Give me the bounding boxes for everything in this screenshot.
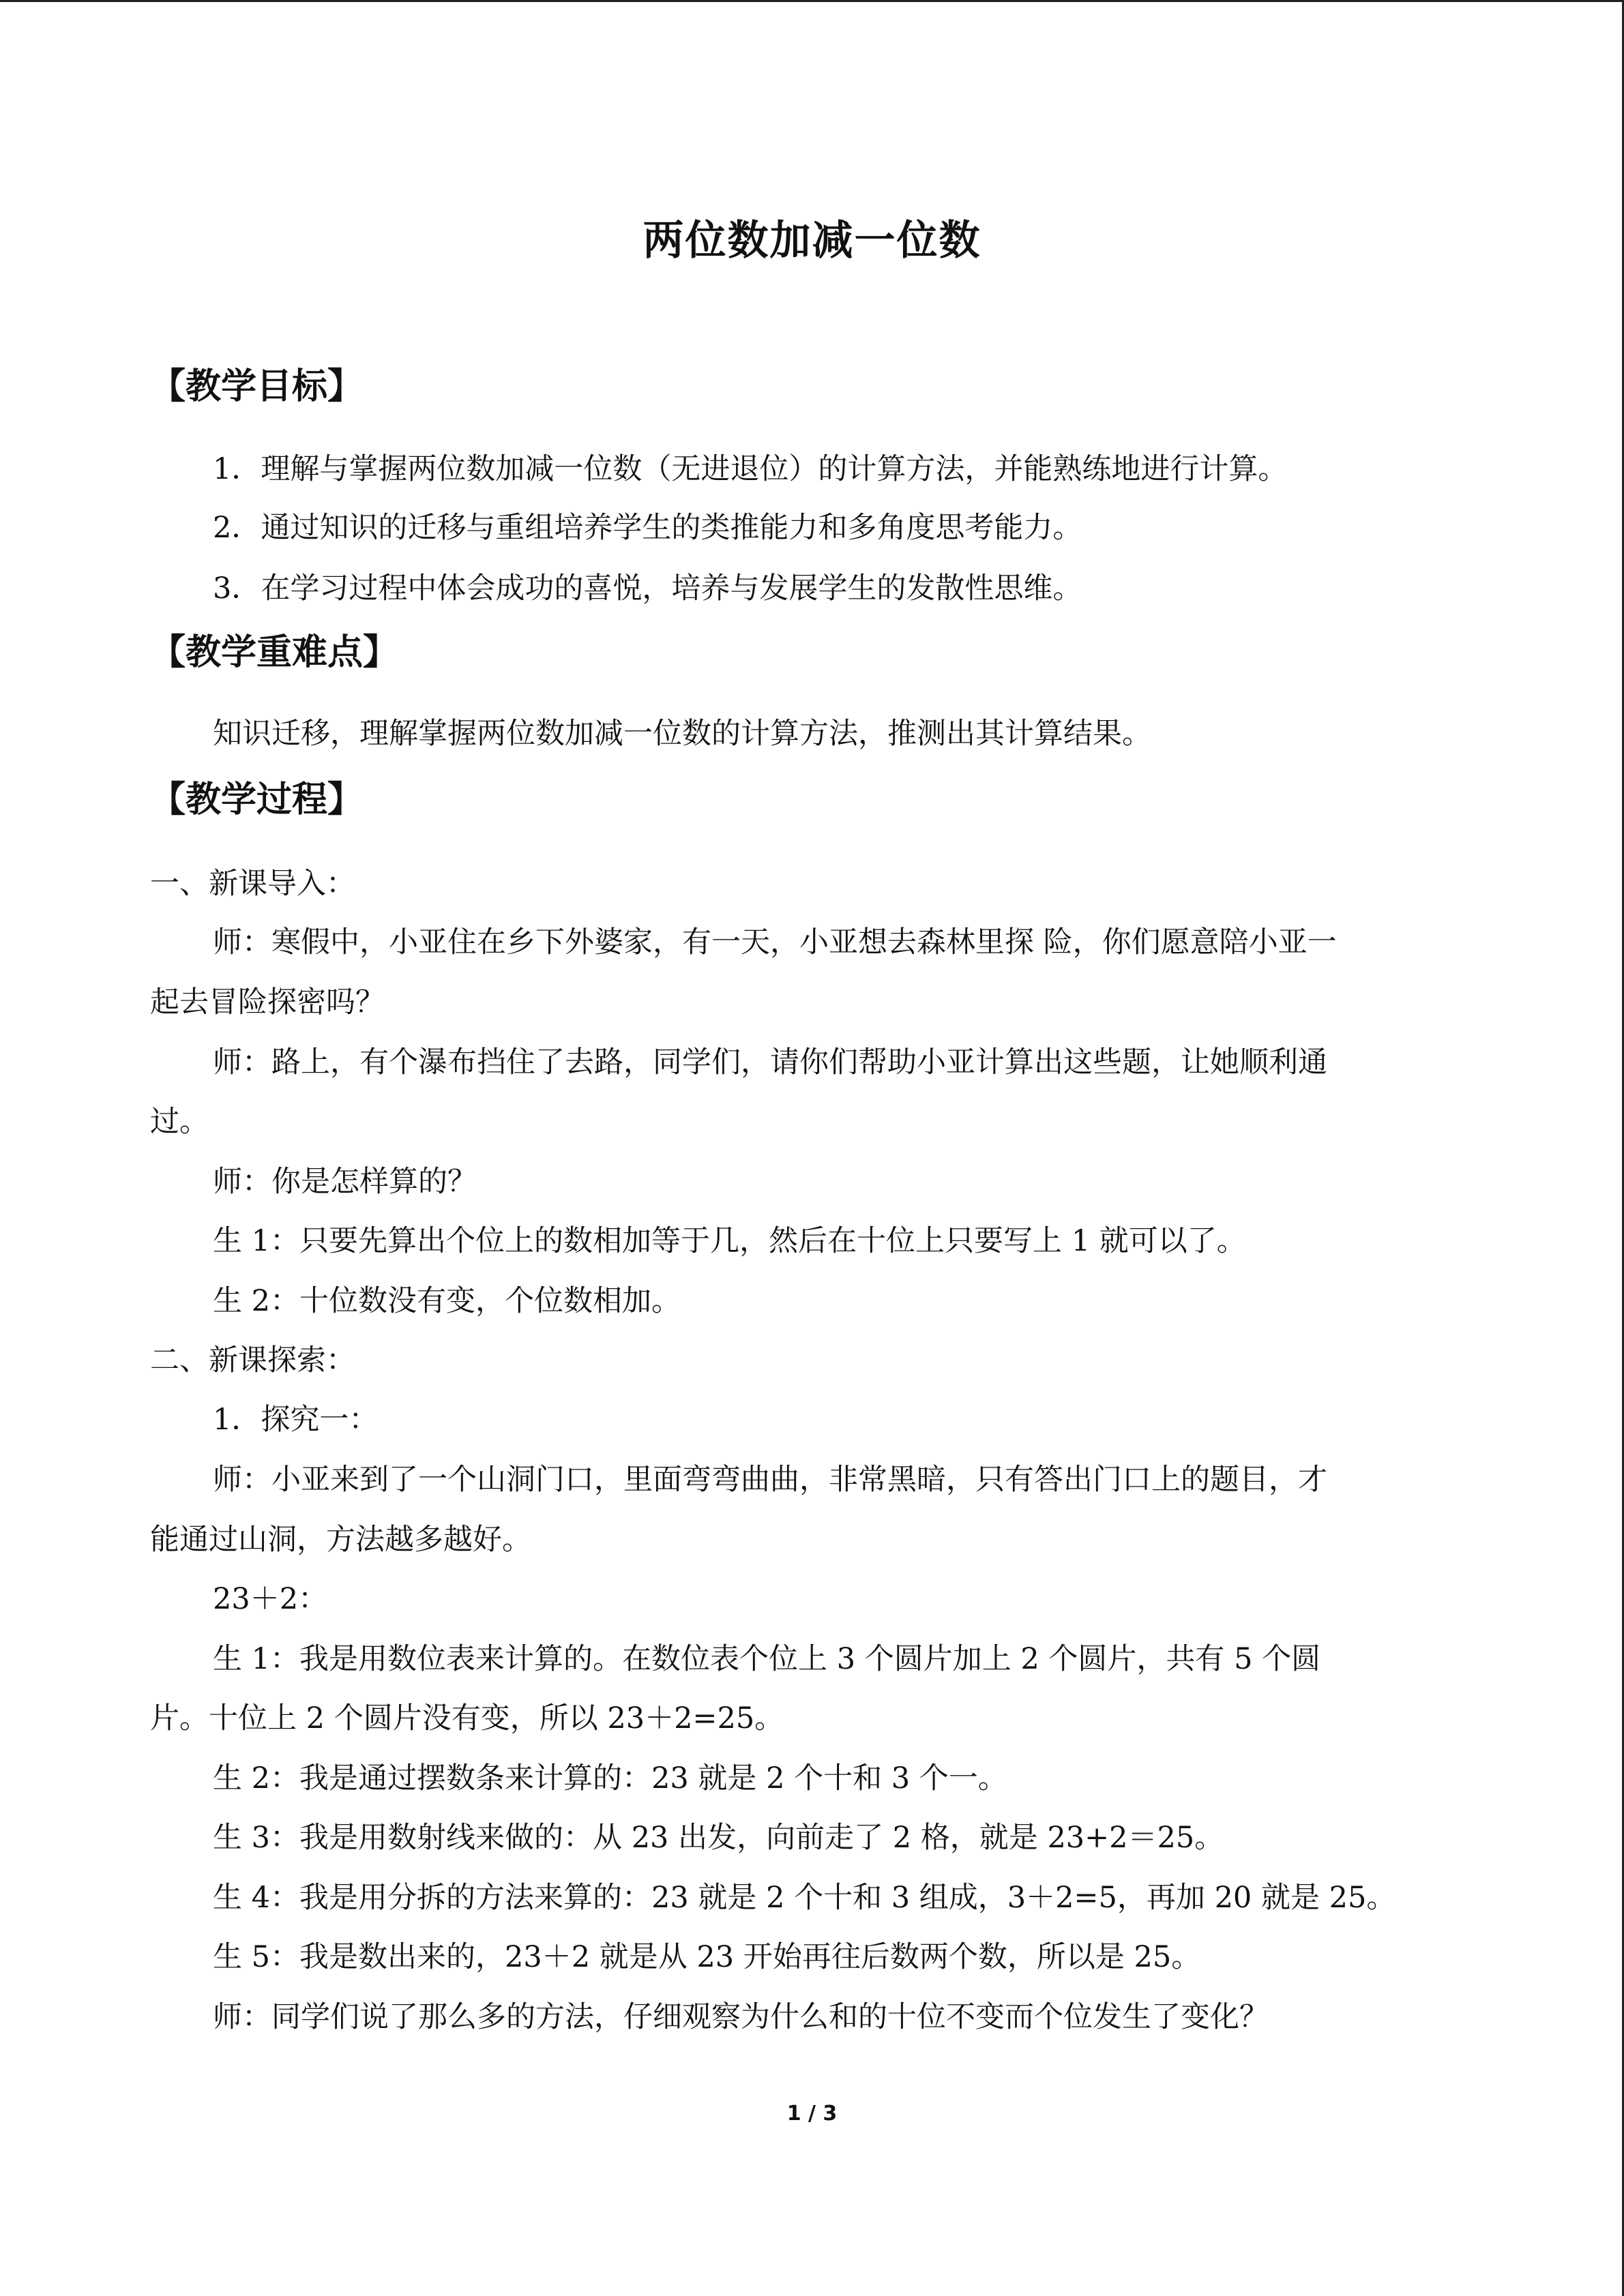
- goal-item-2: 2．通过知识的迁移与重组培养学生的类推能力和多角度思考能力。: [213, 511, 1082, 545]
- goal-item-1: 1．理解与掌握两位数加减一位数（无进退位）的计算方法，并能熟练地进行计算。: [213, 452, 1288, 486]
- paragraph-cave-line-1: 师：小亚来到了一个山洞门口，里面弯弯曲曲，非常黑暗，只有答出门口上的题目，才: [213, 1463, 1327, 1497]
- document-title: 两位数加减一位数: [643, 217, 981, 265]
- teacher-summary-question: 师：同学们说了那么多的方法，仔细观察为什么和的十位不变而个位发生了变化？: [213, 2000, 1269, 2034]
- paragraph-waterfall-line-1: 师：路上，有个瀑布挡住了去路，同学们，请你们帮助小亚计算出这些题，让她顺利通: [213, 1045, 1327, 1079]
- student-method-5: 生 5：我是数出来的，23＋2 就是从 23 开始再往后数两个数，所以是 25。: [213, 1940, 1201, 1974]
- student-1-answer: 生 1：只要先算出个位上的数相加等于几，然后在十位上只要写上 1 就可以了。: [213, 1224, 1246, 1258]
- page-top-border: [0, 0, 1624, 2]
- student-method-2: 生 2：我是通过摆数条来计算的：23 就是 2 个十和 3 个一。: [213, 1761, 1007, 1795]
- explore-1-label: 1．探究一：: [213, 1403, 379, 1437]
- teacher-question: 师：你是怎样算的？: [213, 1165, 477, 1199]
- student-method-1-line-2: 片。十位上 2 个圆片没有变，所以 23＋2=25。: [150, 1701, 784, 1735]
- key-points-text: 知识迁移，理解掌握两位数加减一位数的计算方法，推测出其计算结果。: [213, 717, 1151, 751]
- expression-23-plus-2: 23＋2：: [213, 1582, 328, 1616]
- student-method-3: 生 3：我是用数射线来做的：从 23 出发，向前走了 2 格，就是 23+2＝25。: [213, 1821, 1224, 1855]
- student-method-4: 生 4：我是用分拆的方法来算的：23 就是 2 个十和 3 组成，3＋2=5，再加 20 就是 25。: [213, 1881, 1396, 1915]
- paragraph-cave-line-2: 能通过山洞，方法越多越好。: [150, 1523, 531, 1557]
- heading-key-points: 【教学重难点】: [150, 632, 399, 673]
- heading-teaching-process: 【教学过程】: [150, 779, 364, 820]
- part-2-title: 二、新课探索：: [150, 1343, 355, 1377]
- page-number: 1 / 3: [786, 2102, 838, 2126]
- paragraph-waterfall-line-2: 过。: [150, 1105, 209, 1139]
- student-method-1-line-1: 生 1：我是用数位表来计算的。在数位表个位上 3 个圆片加上 2 个圆片，共有 5 个圆: [213, 1642, 1321, 1676]
- part-1-title: 一、新课导入：: [150, 867, 355, 901]
- paragraph-intro-line-2: 起去冒险探密吗？: [150, 985, 385, 1019]
- paragraph-intro-line-1: 师：寒假中，小亚住在乡下外婆家，有一天，小亚想去森林里探 险，你们愿意陪小亚一: [213, 925, 1337, 959]
- heading-teaching-goals: 【教学目标】: [150, 366, 364, 407]
- student-2-answer: 生 2：十位数没有变，个位数相加。: [213, 1284, 681, 1318]
- goal-item-3: 3．在学习过程中体会成功的喜悦，培养与发展学生的发散性思维。: [213, 571, 1082, 606]
